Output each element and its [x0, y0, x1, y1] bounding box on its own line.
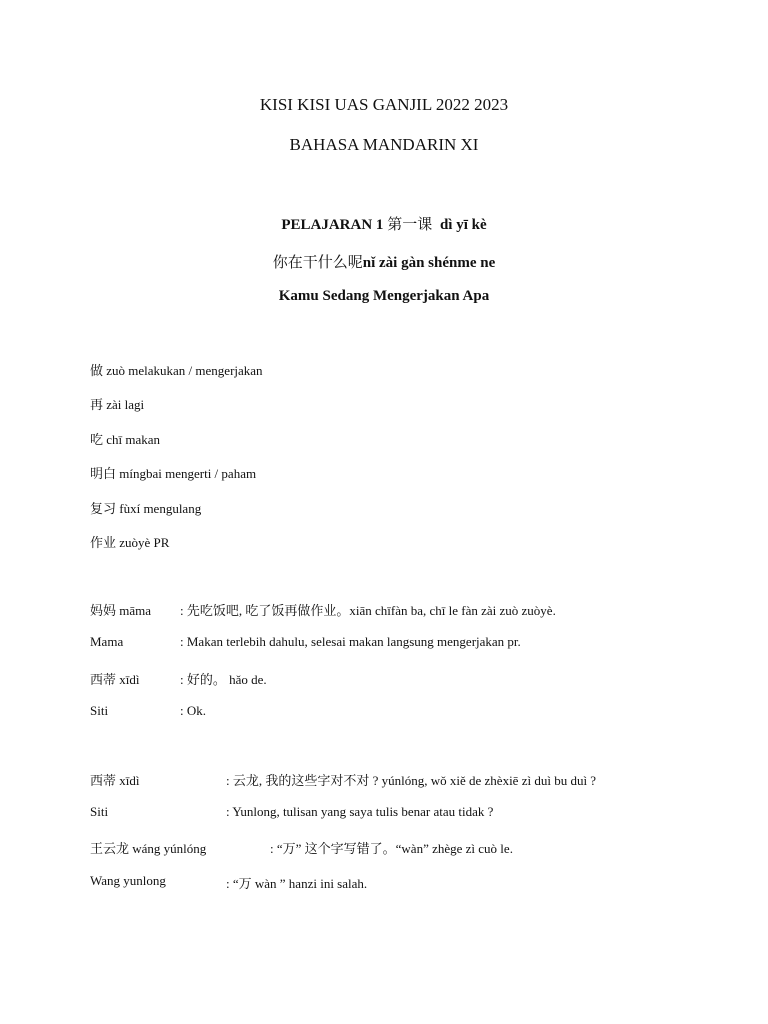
dialogue-line: : 先吃饭吧, 吃了饭再做作业。xiān chīfàn ba, chī le fàn zài zuò zuòyè.: [180, 603, 556, 618]
dialogue-speaker: Wang yunlong: [90, 873, 166, 888]
lesson-heading: [0, 213, 768, 234]
vocab-item: 复习 fùxí mengulang: [90, 501, 202, 516]
document-subtitle: BAHASA MANDARIN XI: [289, 135, 479, 154]
dialogue-speaker: Mama: [90, 634, 124, 649]
lesson-subtitle-pinyin: nǐ zài gàn shénme ne: [362, 255, 496, 271]
document-title: KISI KISI UAS GANJIL 2022 2023: [259, 95, 509, 114]
dialogue-line: : Makan terlebih dahulu, selesai makan langsung mengerjakan pr.: [180, 634, 521, 649]
dialogue-line: : 云龙, 我的这些字对不对 ? yúnlóng, wǒ xiě de zhèxiē zì duì bu duì ?: [226, 773, 597, 788]
dialogue-speaker: 西蒂 xīdì: [90, 773, 140, 788]
lesson-subtitle-hanzi: 你在干什么呢: [272, 255, 363, 271]
vocab-item: 作业 zuòyè PR: [90, 535, 170, 550]
lesson-translation: Kamu Sedang Mengerjakan Apa: [278, 288, 490, 304]
dialogue-line: : 好的。 hǎo de.: [180, 672, 267, 687]
dialogue-speaker: 妈妈 māma: [90, 603, 152, 618]
dialogue-speaker: 王云龙 wáng yúnlóng: [90, 841, 207, 856]
lesson-heading-hanzi: 第一课: [387, 217, 433, 233]
dialogue-line: : Yunlong, tulisan yang saya tulis benar atau tidak ?: [226, 804, 494, 819]
dialogue-speaker: 西蒂 xīdì: [90, 672, 140, 687]
dialogue-line: : “万” 这个字写错了。“wàn” zhège zì cuò le.: [270, 841, 513, 856]
lesson-heading-pinyin: dì yī kè: [439, 217, 487, 233]
lesson-heading-latin: PELAJARAN 1: [281, 217, 384, 233]
vocab-item: 明白 míngbai mengerti / paham: [90, 466, 257, 481]
vocab-item: 做 zuò melakukan / mengerjakan: [90, 363, 263, 378]
dialogue-speaker: Siti: [90, 804, 109, 819]
vocab-item: 吃 chī makan: [90, 432, 161, 447]
dialogue-line: : Ok.: [180, 703, 206, 718]
lesson-subtitle: [0, 251, 768, 272]
vocab-item: 再 zài lagi: [90, 397, 145, 412]
dialogue-speaker: Siti: [90, 703, 109, 718]
dialogue-line: : “万 wàn ” hanzi ini salah.: [226, 876, 368, 891]
